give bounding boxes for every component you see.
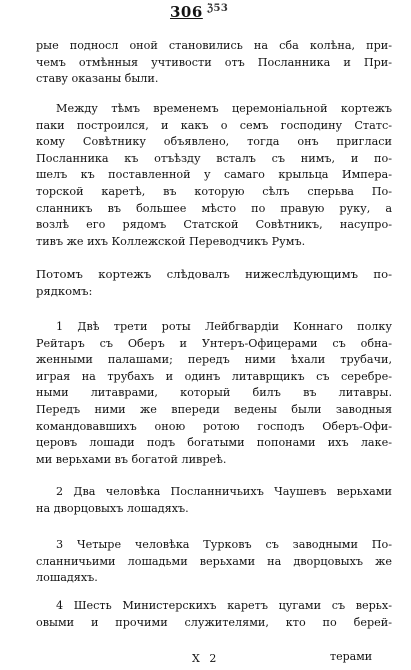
text-line: кому Совѣтнику объявлено, тогда онъ пригласи	[36, 135, 392, 149]
text-line: Потомъ кортежъ слѣдовалъ нижеслѣдующимъ по-	[36, 267, 392, 281]
text-line: сланничьими лошадьми верьхами на дворцовыхъ же	[36, 554, 392, 568]
text-line: ми верьхами въ богатой ливреѣ.	[36, 452, 227, 466]
text-line: Между тѣмъ временемъ церемоніальной кортежъ	[56, 102, 392, 115]
text-line: рядкомъ:	[36, 283, 93, 298]
page-mark: ℨ53	[206, 3, 229, 14]
list-item-3	[36, 537, 392, 587]
text-line: Передъ ними же впереди ведены были заводныя	[36, 402, 392, 416]
text-line: 4 Шесть Министерскихъ каретъ цугами съ верьх-	[56, 599, 392, 612]
text-line: играя на трубахъ и одинъ литаврщикъ съ серебре-	[36, 369, 392, 383]
page-number	[170, 3, 240, 21]
section-heading	[36, 266, 392, 299]
text-line: 2 Два человѣка Посланничьихъ Чаушевъ верьхами	[56, 485, 392, 498]
text-line: на дворцовыхъ лошадяхъ.	[36, 501, 189, 515]
text-line: торской каретѣ, въ которую сѣлъ сперьва По-	[36, 184, 392, 198]
text-line: паки построился, и какъ о семъ господину Статс-	[36, 118, 392, 132]
text-line: овыми и прочими служителями, кто по берей-	[36, 615, 392, 629]
text-line: сланникъ въ большее мѣсто по правую руку, а	[36, 201, 392, 215]
text-line: шелъ къ поставленной у самаго крыльца Импера-	[36, 168, 392, 182]
text-line: тивъ же ихъ Коллежской Переводчикъ Румъ.	[36, 234, 306, 248]
text-line: лошадяхъ.	[36, 571, 98, 585]
list-item-4	[36, 598, 392, 631]
text-line: Рейтаръ съ Оберъ и Унтеръ-Офицерами съ обна-	[36, 336, 392, 350]
text-line: ставу оказаны были.	[36, 72, 159, 86]
paragraph-continuation	[36, 38, 392, 88]
text-line: женными палашами; передъ ними ѣхали трубачи,	[36, 353, 392, 367]
list-item-1	[36, 319, 392, 468]
text-line: возлѣ его рядомъ Статской Совѣтникъ, насупро-	[36, 218, 392, 232]
list-item-2	[36, 484, 392, 517]
page-number-value: 306	[170, 3, 203, 21]
catchword: терами	[330, 650, 373, 663]
text-line: 3 Четыре человѣка Турковъ съ заводными По-	[56, 538, 392, 551]
text-line: 1 Двѣ трети роты Лейбгвардіи Коннаго полку	[56, 320, 392, 333]
paragraph-cortege-rebuilt	[36, 101, 392, 250]
text-line: рые подносл оной становились на сба колѣна, при-	[36, 39, 392, 52]
text-line: ными литаврами, который билъ въ литавры.	[36, 386, 392, 400]
text-line: чемъ отмѣнныя учтивости отъ Посланника и При-	[36, 55, 392, 69]
signature-mark: Х 2	[192, 652, 220, 665]
text-line: Посланника къ отъѣзду всталъ съ нимъ, и по-	[36, 151, 392, 165]
text-line: командовавшихъ оною ротою господъ Оберъ-Офи-	[36, 419, 392, 433]
text-line: церовъ лошади подъ богатыми попонами ихъ лаке-	[36, 436, 392, 450]
